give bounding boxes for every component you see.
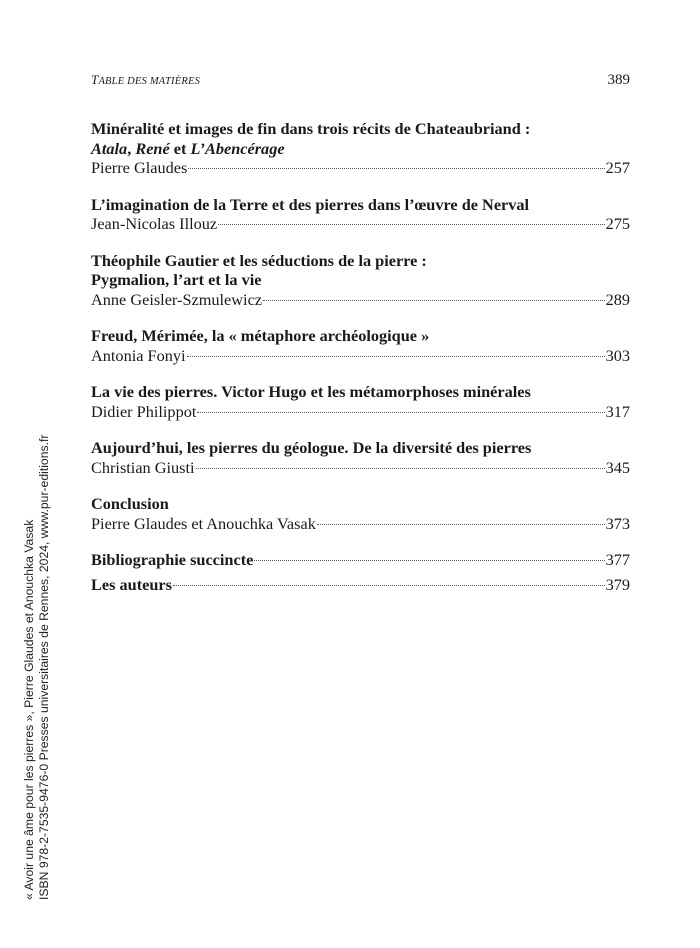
entry-page: 289: [605, 289, 630, 309]
entry-subtitle: Atala, René et L’Abencérage: [91, 138, 285, 158]
sidebar-line-title: « Avoir une âme pour les pierres », Pierre Glaudes et Anouchka Vasak: [22, 519, 36, 900]
dot-leader: [173, 585, 605, 586]
running-head-title: TABLE DES MATIÈRES: [91, 72, 201, 87]
dot-leader: [188, 168, 604, 169]
entry-author-line: [91, 514, 630, 534]
entry-author: Pierre Glaudes: [91, 158, 188, 177]
entry-title: La vie des pierres. Victor Hugo et les métamorphoses minérales: [91, 382, 531, 401]
entry-title: Théophile Gautier et les séductions de la pierre :: [91, 250, 427, 270]
entry-author: Anne Geisler-Szmulewicz: [91, 289, 263, 309]
running-head: [91, 72, 630, 92]
entry-title: Minéralité et images de fin dans trois récits de Chateaubriand :: [91, 119, 531, 138]
toc-entry-conclusion[interactable]: [91, 494, 630, 533]
dot-leader: [263, 300, 605, 301]
entry-title: Freud, Mérimée, la « métaphore archéologique »: [91, 326, 430, 345]
entry-page: 303: [605, 345, 630, 365]
entry-page: 275: [605, 214, 630, 233]
entry-author-line: [91, 214, 630, 234]
dot-leader: [187, 356, 605, 357]
entry-author: Antonia Fonyi: [91, 345, 186, 365]
entry-author: Pierre Glaudes et Anouchka Vasak: [91, 513, 316, 533]
toc-entry-gautier[interactable]: [91, 251, 630, 310]
toc-entry-geologue[interactable]: [91, 438, 630, 477]
toc-entry-freud[interactable]: [91, 326, 630, 365]
toc-entry-bibliographie[interactable]: [91, 550, 630, 570]
toc-entry-hugo[interactable]: [91, 382, 630, 421]
entry-title: Conclusion: [91, 494, 169, 513]
entry-page: 257: [605, 158, 630, 177]
dot-leader: [254, 560, 604, 561]
entry-title: Aujourd’hui, les pierres du géologue. De la diversité des pierres: [91, 438, 532, 457]
toc-entry-chateaubriand[interactable]: [91, 119, 630, 178]
entry-page: 345: [605, 457, 630, 477]
dot-leader: [218, 224, 604, 225]
toc-entry-nerval[interactable]: [91, 195, 630, 234]
entry-author-line: [91, 346, 630, 366]
entry-author: Didier Philippot: [91, 401, 197, 421]
entry-author: Jean-Nicolas Illouz: [91, 214, 218, 233]
entry-author-line: [91, 402, 630, 422]
table-of-contents: [91, 119, 630, 599]
dot-leader: [197, 412, 604, 413]
entry-title-cont: Pygmalion, l’art et la vie: [91, 270, 262, 289]
entry-page: 377: [605, 550, 630, 569]
entry-title-line: [91, 575, 630, 595]
entry-author-line: [91, 158, 630, 178]
entry-title-line: [91, 550, 630, 570]
entry-author: Christian Giusti: [91, 457, 195, 477]
dot-leader: [317, 524, 605, 525]
toc-entry-auteurs[interactable]: [91, 575, 630, 595]
entry-author-line: [91, 458, 630, 478]
copyright-sidebar: [22, 435, 52, 900]
entry-page: 317: [605, 401, 630, 421]
dot-leader: [196, 468, 605, 469]
entry-page: 373: [605, 513, 630, 533]
entry-title: L’imagination de la Terre et des pierres dans l’œuvre de Nerval: [91, 194, 530, 214]
entry-title: Bibliographie succincte: [91, 550, 254, 569]
page-number: 389: [607, 72, 630, 88]
entry-title: Les auteurs: [91, 574, 172, 594]
entry-page: 379: [605, 574, 630, 594]
sidebar-line-isbn: ISBN 978-2-7535-9476-0 Presses universitaires de Rennes, 2024, www.pur-editions.fr: [37, 434, 51, 900]
entry-author-line: [91, 290, 630, 310]
